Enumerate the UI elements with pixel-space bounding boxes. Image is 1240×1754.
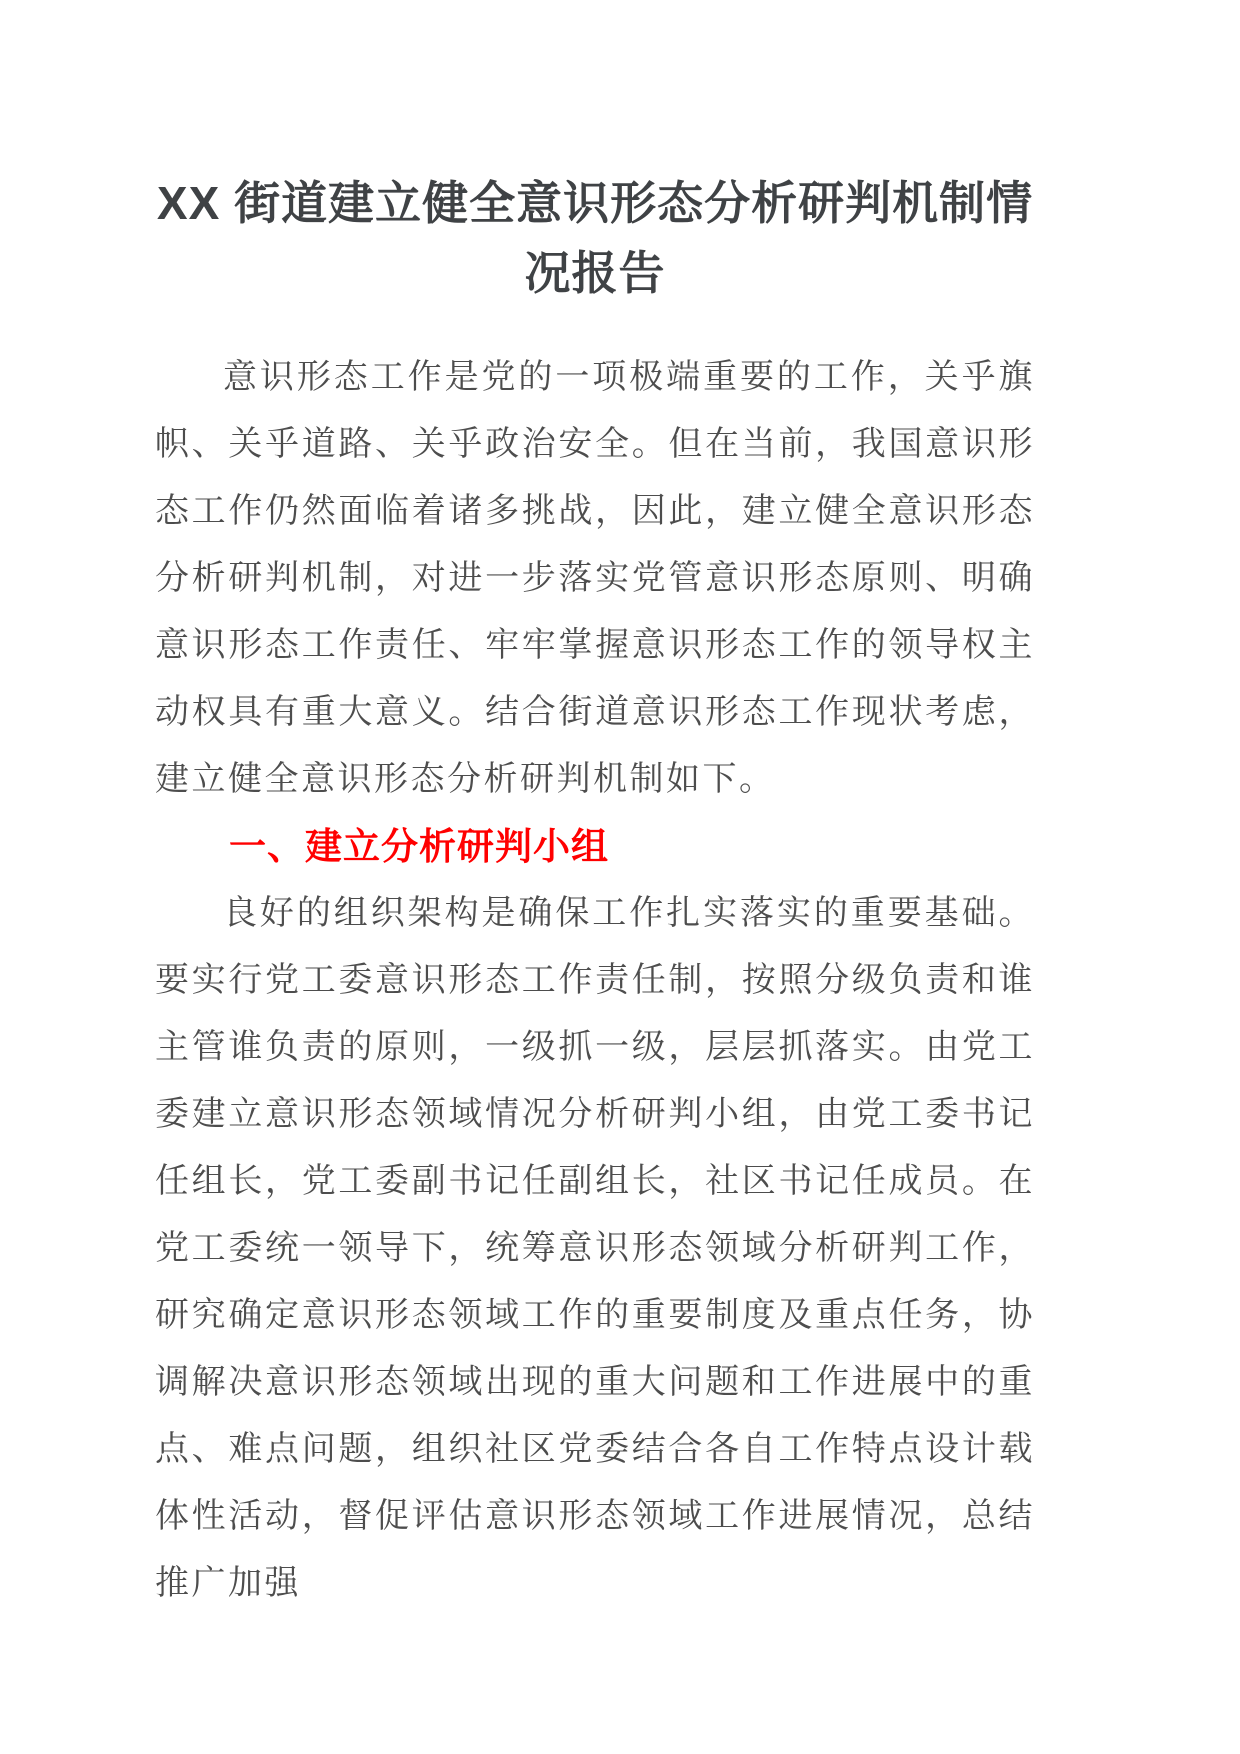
document-title: XX 街道建立健全意识形态分析研判机制情况报告 — [156, 177, 1034, 299]
paragraph-section-1: 良好的组织架构是确保工作扎实落实的重要基础。要实行党工委意识形态工作责任制，按照分级负责和谁主管谁负责的原则，一级抓一级，层层抓落实。由党工委建立意识形态领域情况分析研判小组，由党工委书记任组长，党工委副书记任副组长，社区书记任成员。在党工委统一领导下，统筹意识形态领域分析研判工作，研究确定意识形态领域工作的重要制度及重点任务，协调解决意识形态领域出现的重大问题和工作进展中的重点、难点问题，组织社区党委结合各自工作特点设计载体性活动，督促评估意识形态领域工作进展情况，总结推广加强 — [155, 895, 1035, 1602]
paragraph-intro: 意识形态工作是党的一项极端重要的工作，关乎旗帜、关乎道路、关乎政治安全。但在当前，我国意识形态工作仍然面临着诸多挑战，因此，建立健全意识形态分析研判机制，对进一步落实党管意识形态原则、明确意识形态工作责任、牢牢掌握意识形态工作的领导权主动权具有重大意义。结合街道意识形态工作现状考虑，建立健全意识形态分析研判机制如下。 — [155, 359, 1035, 798]
document-content — [155, 168, 1035, 1617]
section-heading-1: 一、建立分析研判小组 — [229, 826, 609, 867]
